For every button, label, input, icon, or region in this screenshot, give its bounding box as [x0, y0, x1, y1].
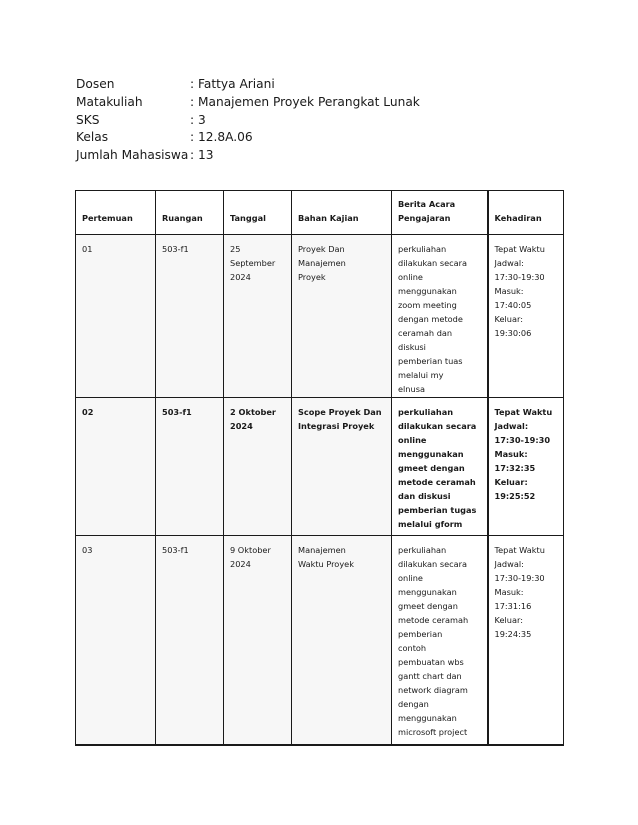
cell-kehadiran [488, 398, 564, 536]
cell-bahan-kajian [292, 235, 392, 398]
cell-line: dengan [398, 699, 429, 709]
cell-line: Keluar: [494, 314, 523, 324]
table-header-row [76, 191, 564, 235]
cell-line: 2024 [230, 421, 253, 431]
cell-tanggal [224, 398, 292, 536]
header-ruangan: Ruangan [156, 191, 224, 235]
cell-tanggal [224, 536, 292, 745]
cell-berita-acara [392, 235, 488, 398]
cell-line: 19:24:35 [494, 629, 532, 639]
cell-line: September [230, 258, 276, 268]
cell-line: melalui gform [398, 519, 463, 529]
cell-ruangan: 503-f1 [156, 235, 224, 398]
cell-line: metode ceramah [398, 615, 469, 625]
cell-kehadiran [488, 235, 564, 398]
cell-pertemuan: 01 [76, 235, 156, 398]
cell-line: Keluar: [494, 477, 528, 487]
cell-line: Jadwal: [494, 559, 524, 569]
cell-line: Tepat Waktu [494, 545, 545, 555]
cell-line: online [398, 272, 423, 282]
cell-line: 17:30-19:30 [494, 272, 545, 282]
cell-line: Jadwal: [494, 421, 529, 431]
cell-line: 17:32:35 [494, 463, 536, 473]
cell-line: ceramah dan [398, 328, 453, 338]
info-value: : 13 [190, 148, 214, 163]
info-value: : 3 [190, 112, 206, 127]
cell-line: perkuliahan [398, 407, 454, 417]
header-kehadiran: Kehadiran [488, 191, 564, 235]
cell-line: Integrasi Proyek [298, 421, 375, 431]
cell-line: Proyek [298, 272, 326, 282]
cell-line: 25 [230, 244, 241, 254]
info-label: Matakuliah [76, 94, 143, 109]
header-pertemuan: Pertemuan [76, 191, 156, 235]
cell-line: Masuk: [494, 449, 528, 459]
info-label: Jumlah Mahasiswa [76, 148, 189, 163]
cell-line: Masuk: [494, 587, 524, 597]
info-row-kelas [76, 129, 556, 147]
cell-bahan-kajian [292, 536, 392, 745]
cell-line: metode ceramah [398, 477, 476, 487]
cell-tanggal [224, 235, 292, 398]
cell-line: pemberian [398, 629, 443, 639]
info-row-dosen [76, 76, 556, 94]
cell-line: Keluar: [494, 615, 523, 625]
cell-line: dengan metode [398, 314, 463, 324]
cell-line: menggunakan [398, 286, 457, 296]
cell-line: pemberian tuas [398, 356, 463, 366]
info-label: SKS [76, 112, 100, 127]
attendance-table [75, 190, 564, 746]
cell-line: 17:31:16 [494, 601, 532, 611]
cell-line: 17:40:05 [494, 300, 532, 310]
cell-line: menggunakan [398, 587, 457, 597]
cell-line: gmeet dengan [398, 463, 465, 473]
info-row-matakuliah [76, 94, 556, 112]
cell-bahan-kajian [292, 398, 392, 536]
cell-line: network diagram [398, 685, 468, 695]
info-label: Kelas [76, 130, 109, 145]
info-label: Dosen [76, 77, 115, 91]
header-berita-line: Pengajaran [398, 213, 451, 223]
cell-line: dan diskusi [398, 491, 451, 501]
cell-line: menggunakan [398, 713, 457, 723]
cell-berita-acara [392, 536, 488, 745]
cell-line: Proyek Dan [298, 244, 345, 254]
cell-line: Jadwal: [494, 258, 524, 268]
cell-line: diskusi [398, 342, 426, 352]
cell-line: pemberian tugas [398, 505, 477, 515]
cell-line: elnusa [398, 384, 425, 394]
table-row [76, 398, 564, 536]
cell-berita-acara [392, 398, 488, 536]
cell-line: 19:25:52 [494, 491, 536, 501]
cell-line: 19:30:06 [494, 328, 532, 338]
cell-line: zoom meeting [398, 300, 457, 310]
cell-line: Waktu Proyek [298, 559, 354, 569]
cell-line: 9 Oktober [230, 545, 271, 555]
cell-line: 17:30-19:30 [494, 435, 551, 445]
cell-line: online [398, 573, 423, 583]
info-value: : Fattya Ariani [190, 77, 275, 91]
header-berita-line: Berita Acara [398, 199, 456, 209]
cell-line: Scope Proyek Dan [298, 407, 382, 417]
cell-line: menggunakan [398, 449, 464, 459]
cell-line: pembuatan wbs [398, 657, 464, 667]
table-row [76, 235, 564, 398]
cell-ruangan: 503-f1 [156, 536, 224, 745]
cell-line: Masuk: [494, 286, 524, 296]
table-row [76, 536, 564, 745]
cell-line: dilakukan secara [398, 258, 468, 268]
cell-line: dilakukan secara [398, 559, 468, 569]
cell-line: microsoft project [398, 727, 468, 737]
cell-line: 17:30-19:30 [494, 573, 545, 583]
cell-kehadiran [488, 536, 564, 745]
cell-line: dilakukan secara [398, 421, 477, 431]
header-berita-acara [392, 191, 488, 235]
header-tanggal: Tanggal [224, 191, 292, 235]
cell-line: 2 Oktober [230, 407, 276, 417]
cell-line: 2024 [230, 272, 251, 282]
cell-line: Manajemen [298, 258, 346, 268]
info-value: : 12.8A.06 [190, 130, 253, 145]
info-value: : Manajemen Proyek Perangkat Lunak [190, 94, 420, 109]
cell-pertemuan: 03 [76, 536, 156, 745]
cell-line: Tepat Waktu [494, 244, 545, 254]
cell-line: gantt chart dan [398, 671, 462, 681]
cell-line: Manajemen [298, 545, 346, 555]
cell-line: 2024 [230, 559, 251, 569]
info-row-jumlah-mahasiswa [76, 147, 556, 165]
cell-line: online [398, 435, 427, 445]
info-row-sks [76, 112, 556, 130]
cell-ruangan: 503-f1 [156, 398, 224, 536]
cell-pertemuan: 02 [76, 398, 156, 536]
header-bahan-kajian: Bahan Kajian [292, 191, 392, 235]
cell-line: gmeet dengan [398, 601, 458, 611]
cell-line: contoh [398, 643, 427, 653]
cell-line: melalui my [398, 370, 444, 380]
cell-line: perkuliahan [398, 244, 447, 254]
cell-line: Tepat Waktu [494, 407, 553, 417]
course-info-header [76, 76, 556, 165]
cell-line: perkuliahan [398, 545, 447, 555]
